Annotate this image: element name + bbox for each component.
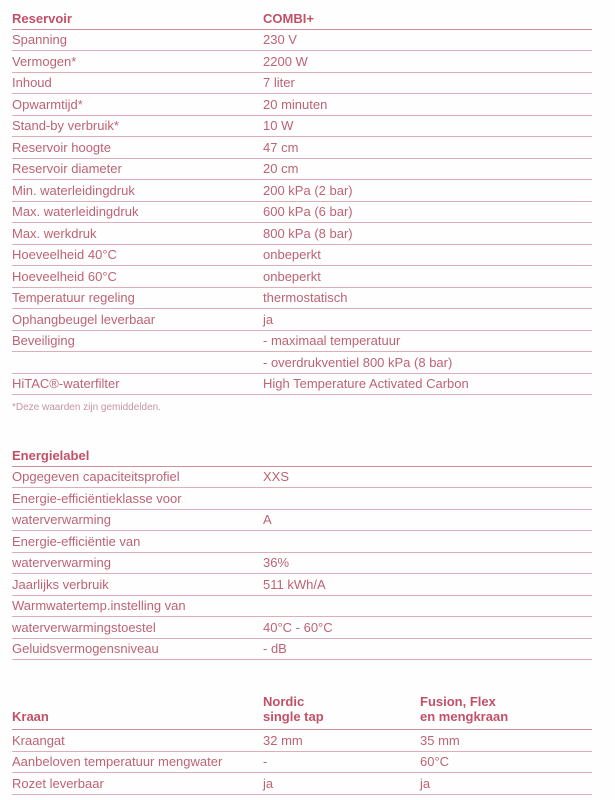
row-value-fusion: 35 mm [420, 732, 460, 748]
row-value: XXS [263, 469, 290, 485]
table-row [12, 553, 592, 575]
row-label: Ophangbeugel leverbaar [12, 311, 156, 327]
row-label: waterverwarming [12, 512, 111, 528]
table-row [12, 596, 592, 618]
row-value-fusion: 60°C [420, 754, 450, 770]
table-row [12, 94, 592, 116]
row-value: 20 minuten [263, 96, 328, 112]
table-row [12, 488, 592, 510]
table-row [12, 245, 592, 267]
reservoir-table-header-row [12, 8, 592, 30]
column-header-line: Nordic [263, 694, 305, 709]
footnote: *Deze waarden zijn gemiddelden. [12, 402, 161, 413]
row-label: Spanning [12, 32, 67, 48]
row-label: Energie-efficiëntie van [12, 533, 141, 549]
table-row [12, 617, 592, 639]
row-label: Rozet leverbaar [12, 775, 104, 791]
row-label: Max. werkdruk [12, 225, 97, 241]
table-row [12, 752, 592, 774]
column-header-line: Fusion, Flex [420, 694, 496, 709]
row-label: Aanbeloven temperatuur mengwater [12, 754, 223, 770]
row-label: Geluidsvermogensniveau [12, 641, 159, 657]
product-name: COMBI+ [263, 10, 314, 26]
row-value: 230 V [263, 32, 297, 48]
row-value: onbeperkt [263, 247, 321, 263]
row-value: 36% [263, 555, 290, 571]
table-row [12, 180, 592, 202]
table-row [12, 309, 592, 331]
row-value: 47 cm [263, 139, 299, 155]
row-value: 200 kPa (2 bar) [263, 182, 353, 198]
row-label: Reservoir diameter [12, 161, 122, 177]
row-value: 511 kWh/A [263, 576, 326, 592]
row-label: Min. waterleidingdruk [12, 182, 135, 198]
energielabel-table-header-row [12, 445, 592, 467]
row-label: Inhoud [12, 75, 52, 91]
table-row [12, 773, 592, 795]
row-value: High Temperature Activated Carbon [263, 376, 469, 392]
row-value: 800 kPa (8 bar) [263, 225, 353, 241]
row-label: Stand-by verbruik* [12, 118, 119, 134]
row-label: waterverwarmingstoestel [12, 619, 156, 635]
row-label: Opwarmtijd* [12, 96, 83, 112]
row-label: Beveiliging [12, 333, 75, 349]
row-value-nordic: - [263, 754, 268, 770]
row-value: - dB [263, 641, 287, 657]
table-row [12, 202, 592, 224]
row-value: onbeperkt [263, 268, 321, 284]
row-value: 2200 W [263, 53, 308, 69]
table-row [12, 159, 592, 181]
column-header-line: single tap [263, 709, 324, 724]
table-row [12, 510, 592, 532]
table-row [12, 574, 592, 596]
row-label: Warmwatertemp.instelling van [12, 598, 186, 614]
table-row [12, 730, 592, 752]
row-value: A [263, 512, 272, 528]
row-label: Temperatuur regeling [12, 290, 135, 306]
row-label: Reservoir hoogte [12, 139, 111, 155]
kraan-table-header-row [12, 688, 592, 730]
kraan-table [12, 688, 592, 795]
row-value: thermostatisch [263, 290, 348, 306]
row-value: - overdrukventiel 800 kPa (8 bar) [263, 354, 453, 370]
row-value: ja [263, 311, 274, 327]
kraan-table-title: Kraan [12, 709, 49, 724]
reservoir-table [12, 8, 592, 413]
row-value: - maximaal temperatuur [263, 333, 401, 349]
row-label: Vermogen* [12, 53, 77, 69]
row-label: Hoeveelheid 60°C [12, 268, 117, 284]
row-label: Max. waterleidingdruk [12, 204, 139, 220]
energielabel-table [12, 445, 592, 660]
table-row [12, 288, 592, 310]
table-row [12, 137, 592, 159]
table-row [12, 639, 592, 661]
table-row [12, 467, 592, 489]
table-row [12, 331, 592, 353]
table-row [12, 73, 592, 95]
table-row [12, 352, 592, 374]
column-header-line: en mengkraan [420, 709, 509, 724]
table-row [12, 30, 592, 52]
row-value: 7 liter [263, 75, 295, 91]
row-value-nordic: ja [263, 775, 274, 791]
table-row [12, 531, 592, 553]
reservoir-table-title: Reservoir [12, 10, 72, 26]
row-label: Energie-efficiëntieklasse voor [12, 490, 182, 506]
row-label: Jaarlijks verbruik [12, 576, 109, 592]
table-row [12, 51, 592, 73]
table-row [12, 116, 592, 138]
row-label: waterverwarming [12, 555, 111, 571]
energielabel-table-title: Energielabel [12, 447, 90, 463]
row-label: Opgegeven capaciteitsprofiel [12, 469, 180, 485]
column-header-nordic [263, 694, 420, 724]
row-value: 20 cm [263, 161, 299, 177]
row-label: HiTAC®-waterfilter [12, 376, 120, 392]
table-row [12, 266, 592, 288]
table-row [12, 223, 592, 245]
row-value: 600 kPa (6 bar) [263, 204, 353, 220]
column-header-fusion-flex [420, 694, 592, 724]
row-label: Kraangat [12, 732, 65, 748]
row-value: 10 W [263, 118, 294, 134]
row-value-nordic: 32 mm [263, 732, 303, 748]
table-row [12, 374, 592, 396]
row-value: 40°C - 60°C [263, 619, 333, 635]
row-label: Hoeveelheid 40°C [12, 247, 117, 263]
row-value-fusion: ja [420, 775, 431, 791]
